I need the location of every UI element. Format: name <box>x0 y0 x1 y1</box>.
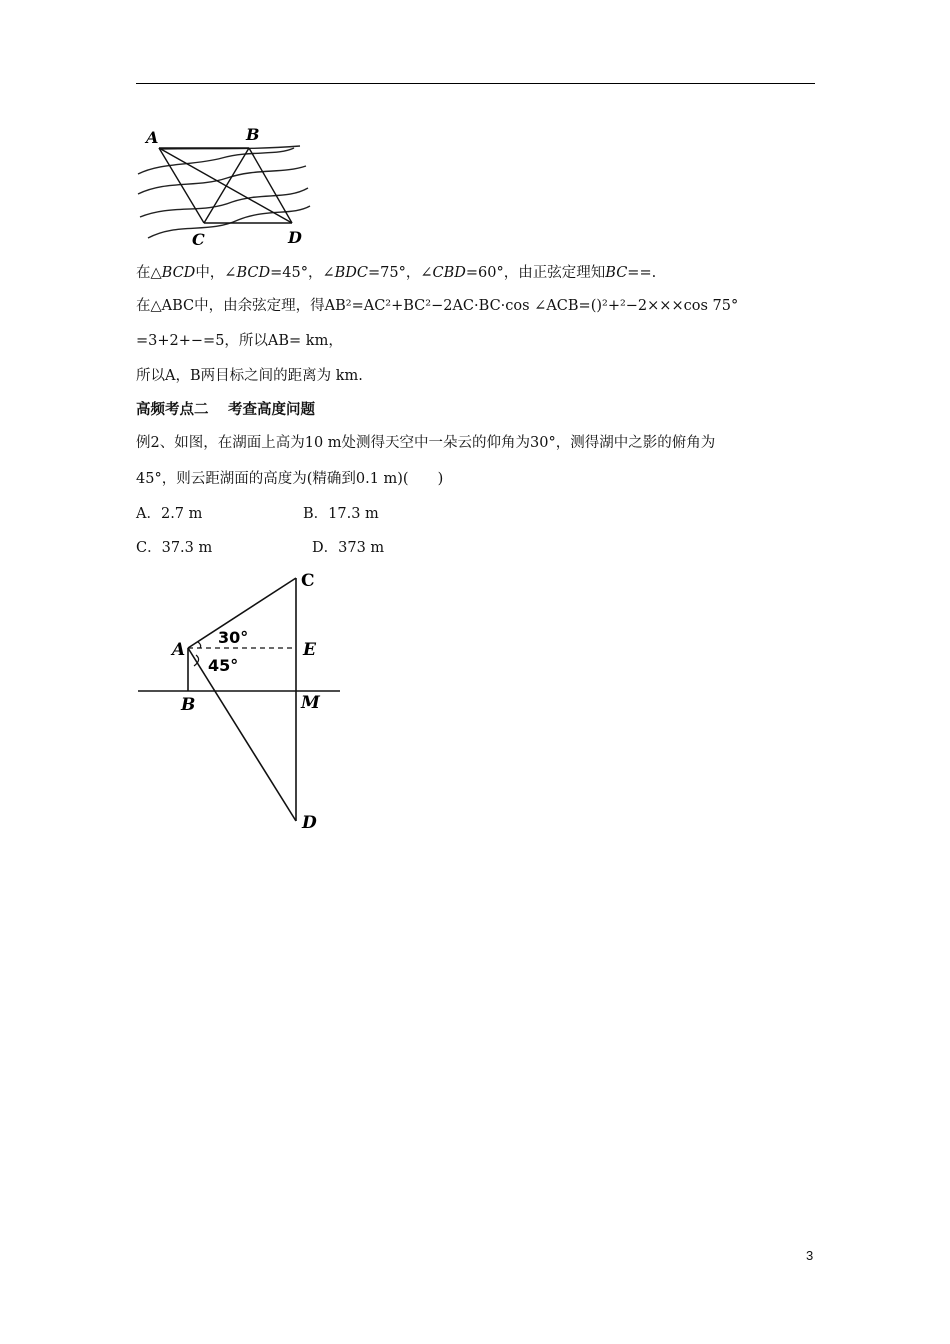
label-a: A <box>146 128 159 147</box>
label-a: A <box>172 640 186 660</box>
label-d: D <box>288 228 302 247</box>
option-d: D．373 m <box>312 540 385 556</box>
label-e: E <box>303 640 316 660</box>
solution-line-4: 所以A，B两目标之间的距离为 km. <box>136 368 363 384</box>
angle-45: 45° <box>208 656 239 675</box>
example-line-1: 例2、如图，在湖面上高为10 m处测得天空中一朵云的仰角为30°，测得湖中之影的俯角为 <box>136 435 716 451</box>
solution-line-1: 在△BCD中，∠BCD=45°，∠BDC=75°，∠CBD=60°，由正弦定理知BC==. <box>136 265 657 281</box>
example-line-2: 45°，则云距湖面的高度为(精确到0.1 m)( ) <box>136 471 444 487</box>
solution-line-3: =3+2+−=5，所以AB= km， <box>136 333 343 349</box>
cloud-height-diagram <box>134 566 342 834</box>
solution-line-2: 在△ABC中，由余弦定理，得AB²=AC²+BC²−2AC·BC·cos ∠ACB=()²+²−2×××cos 75° <box>136 298 739 314</box>
option-a: A．2.7 m <box>136 506 203 522</box>
label-b: B <box>246 125 260 144</box>
label-c: C <box>192 230 205 249</box>
label-c: C <box>301 571 315 591</box>
label-b: B <box>181 695 196 715</box>
angle-30: 30° <box>218 628 249 647</box>
header-rule <box>136 83 815 84</box>
river-diagram <box>132 122 312 250</box>
option-b: B．17.3 m <box>303 506 379 522</box>
section-title: 高频考点二 考查高度问题 <box>136 401 316 418</box>
label-d: D <box>302 813 317 833</box>
label-m: M <box>301 693 320 713</box>
option-c: C．37.3 m <box>136 540 213 556</box>
page-number: 3 <box>806 1248 814 1263</box>
